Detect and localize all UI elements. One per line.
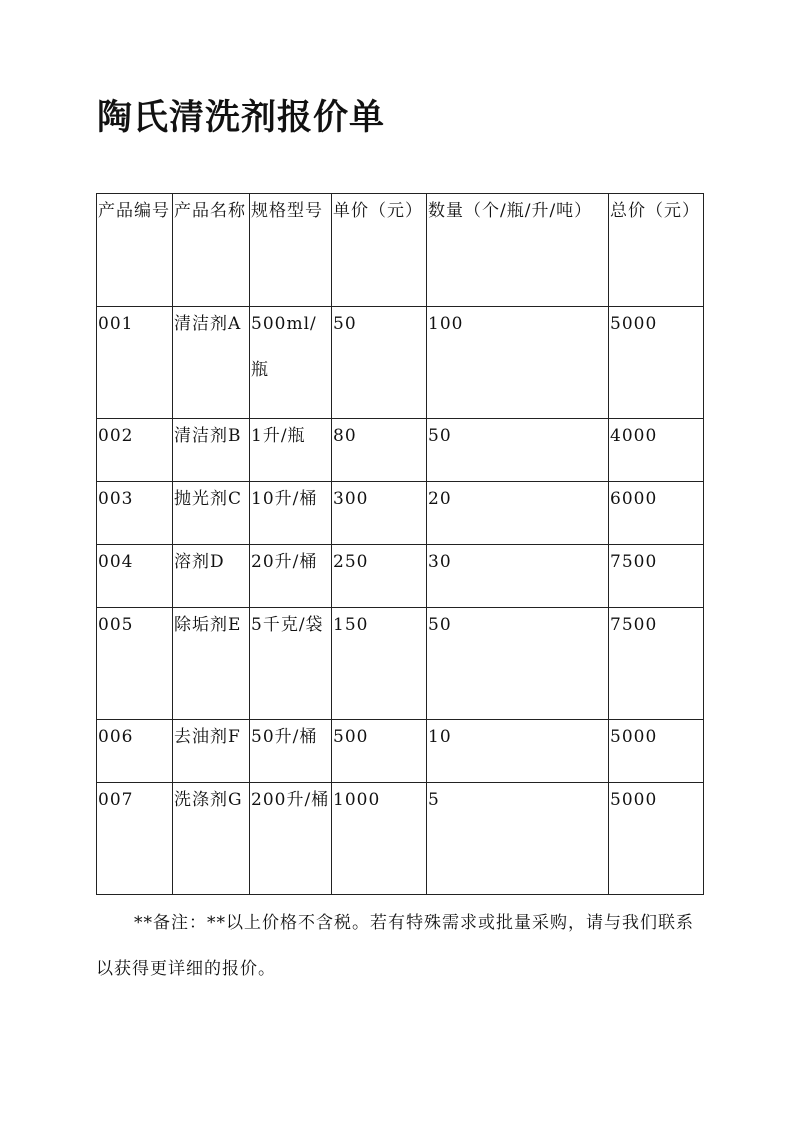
cell-unit-price: 1000 <box>332 783 427 895</box>
table-row <box>97 783 704 895</box>
table-row <box>97 608 704 720</box>
cell-product-code: 002 <box>97 419 173 482</box>
cell-total-price: 7500 <box>609 545 704 608</box>
cell-quantity: 50 <box>427 419 609 482</box>
header-total-price: 总价（元） <box>609 194 704 307</box>
price-quote-table <box>96 193 704 895</box>
cell-unit-price: 300 <box>332 482 427 545</box>
cell-product-code: 006 <box>97 720 173 783</box>
cell-product-name: 溶剂D <box>173 545 250 608</box>
cell-product-name: 除垢剂E <box>173 608 250 720</box>
cell-total-price: 6000 <box>609 482 704 545</box>
cell-spec-model: 10升/桶 <box>250 482 332 545</box>
table-row <box>97 419 704 482</box>
cell-unit-price: 250 <box>332 545 427 608</box>
cell-product-name: 洗涤剂G <box>173 783 250 895</box>
header-product-name: 产品名称 <box>173 194 250 307</box>
remark-note: **备注：**以上价格不含税。若有特殊需求或批量采购，请与我们联系以获得更详细的报价。 <box>96 913 694 979</box>
cell-quantity: 5 <box>427 783 609 895</box>
cell-unit-price: 500 <box>332 720 427 783</box>
header-quantity: 数量（个/瓶/升/吨） <box>427 194 609 307</box>
cell-quantity: 20 <box>427 482 609 545</box>
header-spec-model: 规格型号 <box>250 194 332 307</box>
table-row <box>97 545 704 608</box>
cell-total-price: 5000 <box>609 307 704 419</box>
document-title: 陶氏清洗剂报价单 <box>97 97 386 138</box>
cell-quantity: 100 <box>427 307 609 419</box>
cell-product-code: 004 <box>97 545 173 608</box>
cell-product-code: 007 <box>97 783 173 895</box>
cell-spec-model: 5千克/袋 <box>250 608 332 720</box>
cell-total-price: 5000 <box>609 783 704 895</box>
cell-spec-model: 50升/桶 <box>250 720 332 783</box>
table-row <box>97 307 704 419</box>
header-unit-price: 单价（元） <box>332 194 427 307</box>
cell-spec-model: 1升/瓶 <box>250 419 332 482</box>
cell-unit-price: 150 <box>332 608 427 720</box>
cell-spec-model: 500ml/瓶 <box>250 307 332 419</box>
cell-product-name: 清洁剂A <box>173 307 250 419</box>
cell-product-name: 去油剂F <box>173 720 250 783</box>
cell-quantity: 50 <box>427 608 609 720</box>
cell-unit-price: 50 <box>332 307 427 419</box>
cell-quantity: 10 <box>427 720 609 783</box>
cell-spec-model: 200升/桶 <box>250 783 332 895</box>
table-row <box>97 482 704 545</box>
cell-product-code: 003 <box>97 482 173 545</box>
cell-product-code: 001 <box>97 307 173 419</box>
cell-total-price: 5000 <box>609 720 704 783</box>
header-product-code: 产品编号 <box>97 194 173 307</box>
cell-spec-model: 20升/桶 <box>250 545 332 608</box>
cell-total-price: 4000 <box>609 419 704 482</box>
table-header-row <box>97 194 704 307</box>
cell-product-code: 005 <box>97 608 173 720</box>
cell-product-name: 清洁剂B <box>173 419 250 482</box>
cell-unit-price: 80 <box>332 419 427 482</box>
cell-quantity: 30 <box>427 545 609 608</box>
cell-total-price: 7500 <box>609 608 704 720</box>
cell-product-name: 抛光剂C <box>173 482 250 545</box>
table-row <box>97 720 704 783</box>
